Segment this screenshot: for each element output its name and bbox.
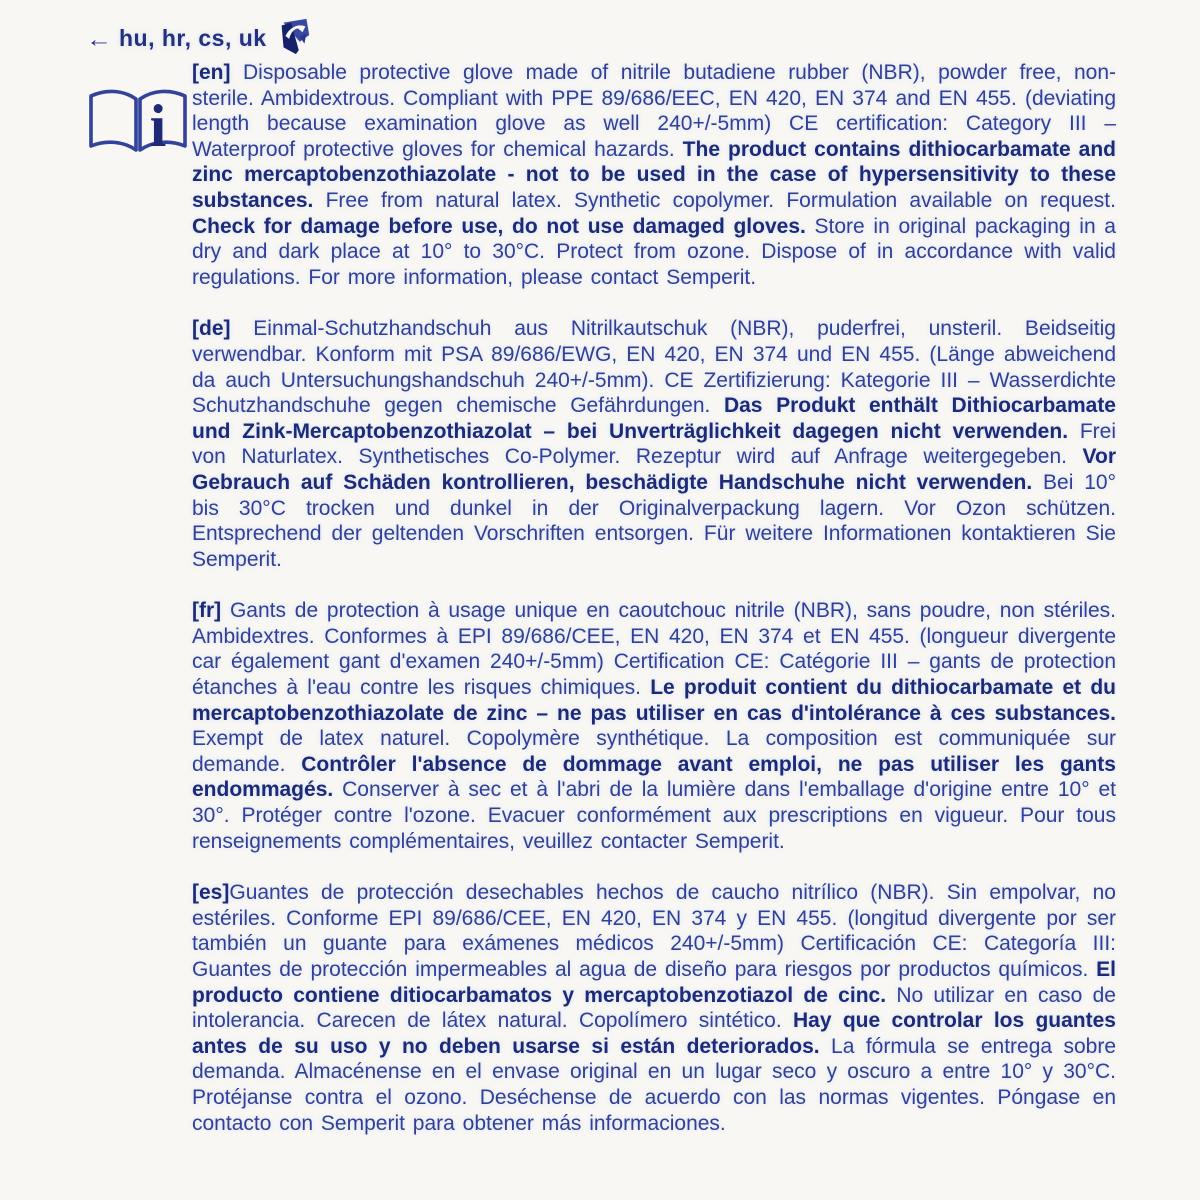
text-run: Le produit contient du dithiocarbamate et du mercaptobenzothiazolate de zinc – ne pas utiliser en cas d'intolérance à ces substances.	[192, 676, 1116, 725]
text-run: Das Produkt enthält Dithiocarbamate und Zink-Mercaptobenzothiazolat – bei Unverträglichkeit dagegen nicht verwenden.	[192, 394, 1116, 443]
text-run: El producto contiene ditiocarbamatos y mercaptobenzotiazol de cinc.	[192, 958, 1116, 1007]
text-run: Check for damage before use, do not use damaged gloves.	[192, 214, 815, 238]
text-run: [de]	[192, 317, 254, 341]
page-flip-icon	[276, 16, 312, 61]
text-run: Disposable protective glove made of nitrile butadiene rubber (NBR), powder free, non-sterile. Ambidextrous. Compliant with PPE 89/686/EEC, EN 420, EN 374 and EN 455. (deviating length because examination glove as well 240+/-5mm) CE certification: Category III – Waterproof protective gloves for chemical hazards.	[192, 61, 1117, 161]
text-run: [en]	[192, 61, 244, 84]
text-run: The product contains dithiocarbamate and zinc mercaptobenzothiazolate - not to be used in the case of hypersensitivity to these substances.	[192, 137, 1116, 212]
text-run: Conserver à sec et à l'abri de la lumière dans l'emballage d'origine entre 10° et 30°. Protéger contre l'ozone. Evacuer conformément aux prescriptions en vigueur. Pour tous renseignements complémentaires, veuillez contacter Semperit.	[192, 778, 1116, 853]
back-arrow-icon: ←	[86, 25, 112, 52]
read-instructions-book-icon	[86, 84, 190, 169]
text-run: Frei von Naturlatex. Synthetisches Co-Polymer. Rezeptur wird auf Anfrage weitergegeben.	[192, 419, 1116, 469]
paragraph-en	[192, 60, 1116, 290]
text-run: Free from natural latex. Synthetic copolymer. Formulation available on request.	[325, 188, 1116, 212]
text-run: Contrôler l'absence de dommage avant emploi, ne pas utiliser les gants endommagés.	[192, 752, 1116, 802]
paragraph-fr	[192, 598, 1116, 854]
text-run: Guantes de protección desechables hechos de caucho nitrílico (NBR). Sin empolvar, no estériles. Conforme EPI 89/686/CEE, EN 420, EN 374 y EN 455. (longitud divergente por ser también un guante para exámenes médicos 240+/-5mm) Certificación CE: Categoría III: Guantes de protección impermeables al agua de diseño para riesgos por productos químicos.	[192, 881, 1116, 981]
text-run: Hay que controlar los guantes antes de su uso y no deben usarse si están deteriorados.	[192, 1009, 1116, 1058]
text-run: Bei 10° bis 30°C trocken und dunkel in der Originalverpackung lagern. Vor Ozon schützen. Entsprechend der geltenden Vorschriften entsorgen. Für weitere Informationen kontaktieren Sie Semperit.	[192, 470, 1116, 571]
text-run: Gants de protection à usage unique en caoutchouc nitrile (NBR), sans poudre, non stériles. Ambidextres. Conformes à EPI 89/686/CEE, EN 420, EN 374 et EN 455. (longueur divergente car également gant d'examen 240+/-5mm) Certification CE: Catégorie III – gants de protection étanches à l'eau contre les risques chimiques.	[192, 599, 1116, 700]
text-run: Exempt de latex naturel. Copolymère synthétique. La composition est communiquée sur demande.	[192, 727, 1116, 776]
text-run: Store in original packaging in a dry and dark place at 10° to 30°C. Protect from ozone. Dispose of in accordance with valid regulations. For more information, please contact Semperit.	[192, 214, 1116, 289]
paragraph-es	[192, 880, 1116, 1136]
text-run: [fr]	[192, 599, 230, 623]
text-run: Einmal-Schutzhandschuh aus Nitrilkautschuk (NBR), puderfrei, unsteril. Beidseitig verwendbar. Konform mit PSA 89/686/EWG, EN 420, EN 374 und EN 455. (Länge abweichend da auch Untersuchungshandschuh 240+/-5mm). CE Zertifizierung: Kategorie III – Wasserdichte Schutzhandschuhe gegen chemische Gefährdungen.	[192, 317, 1116, 418]
paragraph-de	[192, 316, 1116, 572]
svg-text:i: i	[149, 93, 167, 159]
language-list: hu, hr, cs, uk	[119, 25, 267, 51]
text-run: La fórmula se entrega sobre demanda. Almacénense en el envase original en un lugar seco y oscuro a entre 10° y 30°C. Protéjanse contra el ozono. Deséchense de acuerdo con las normas vigentes. Póngase en contacto con Semperit para obtener más informaciones.	[192, 1034, 1117, 1135]
instructions-text-column	[192, 60, 1116, 1162]
text-run: Vor Gebrauch auf Schäden kontrollieren, beschädigte Handschuhe nicht verwenden.	[192, 445, 1116, 494]
text-run: [es]	[192, 881, 230, 905]
text-run: No utilizar en caso de intolerancia. Carecen de látex natural. Copolímero sintético.	[192, 983, 1116, 1033]
language-reference-header	[86, 16, 312, 61]
